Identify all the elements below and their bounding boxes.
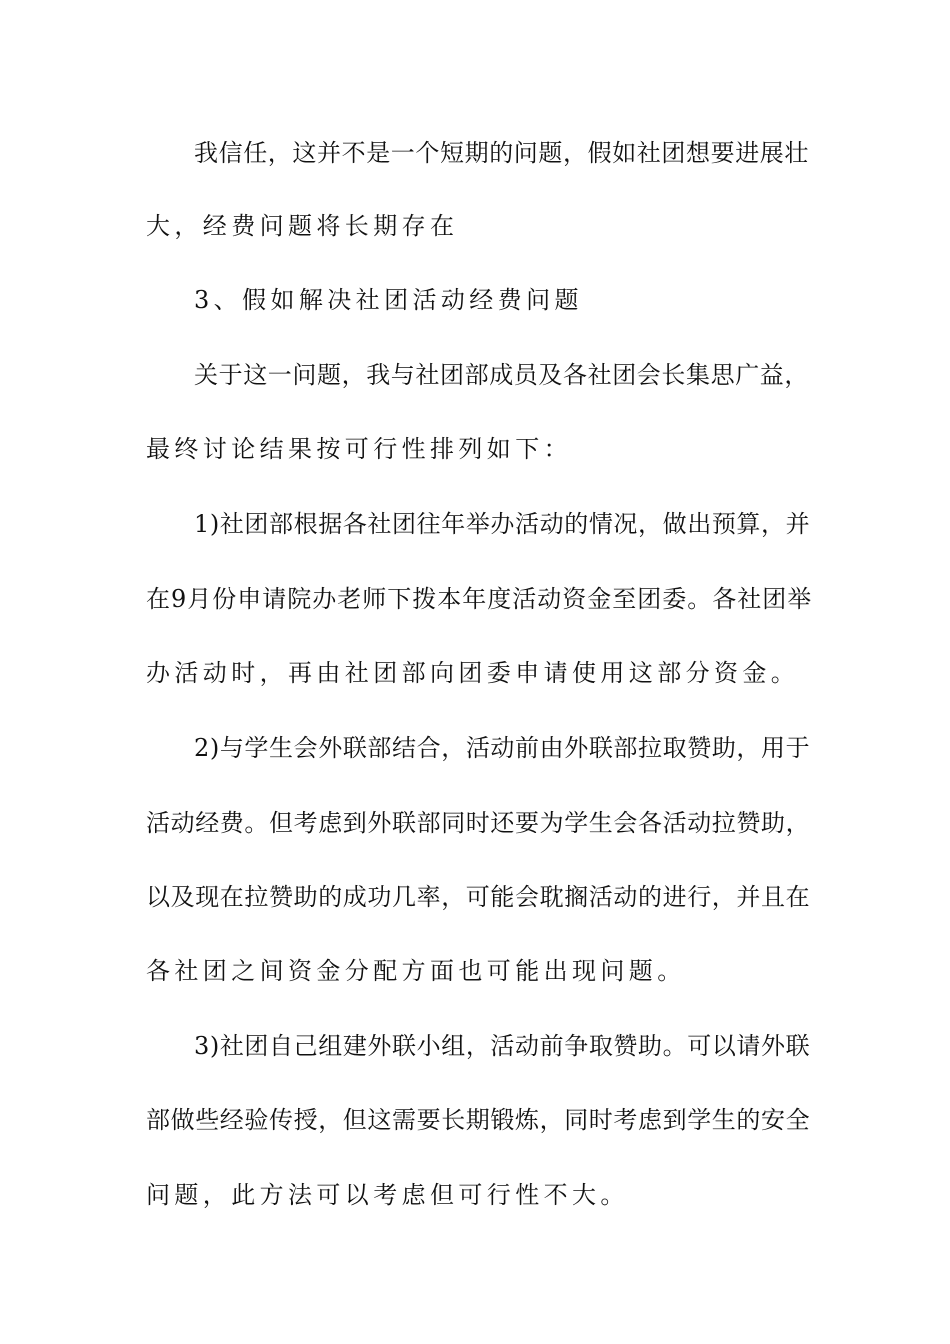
paragraph-line: 大，经费问题将长期存在 — [146, 212, 459, 240]
list-item-line: 3)社团自己组建外联小组，活动前争取赞助。可以请外联 — [194, 1032, 811, 1060]
list-item-line: 以及现在拉赞助的成功几率，可能会耽搁活动的进行，并且在 — [146, 883, 811, 911]
list-item-line: 活动经费。但考虑到外联部同时还要为学生会各活动拉赞助， — [146, 809, 811, 837]
list-item-line: 1)社团部根据各社团往年举办活动的情况，做出预算，并 — [194, 510, 811, 538]
list-item-line: 在9月份申请院办老师下拨本年度活动资金至团委。各社团举 — [146, 585, 813, 613]
list-item-line: 2)与学生会外联部结合，活动前由外联部拉取赞助，用于 — [194, 734, 811, 762]
paragraph-line: 我信任，这并不是一个短期的问题，假如社团想要进展壮 — [194, 139, 809, 167]
list-item-line: 办活动时，再由社团部向团委申请使用这部分资金。 — [146, 659, 800, 687]
list-item-line: 各社团之间资金分配方面也可能出现问题。 — [146, 957, 686, 985]
section-heading: 3、假如解决社团活动经费问题 — [194, 286, 583, 314]
list-item-line: 部做些经验传授，但这需要长期锻炼，同时考虑到学生的安全 — [146, 1106, 811, 1134]
paragraph-line: 关于这一问题，我与社团部成员及各社团会长集思广益， — [194, 361, 809, 389]
list-item-line: 问题，此方法可以考虑但可行性不大。 — [146, 1181, 629, 1209]
paragraph-line: 最终讨论结果按可行性排列如下： — [146, 435, 572, 463]
